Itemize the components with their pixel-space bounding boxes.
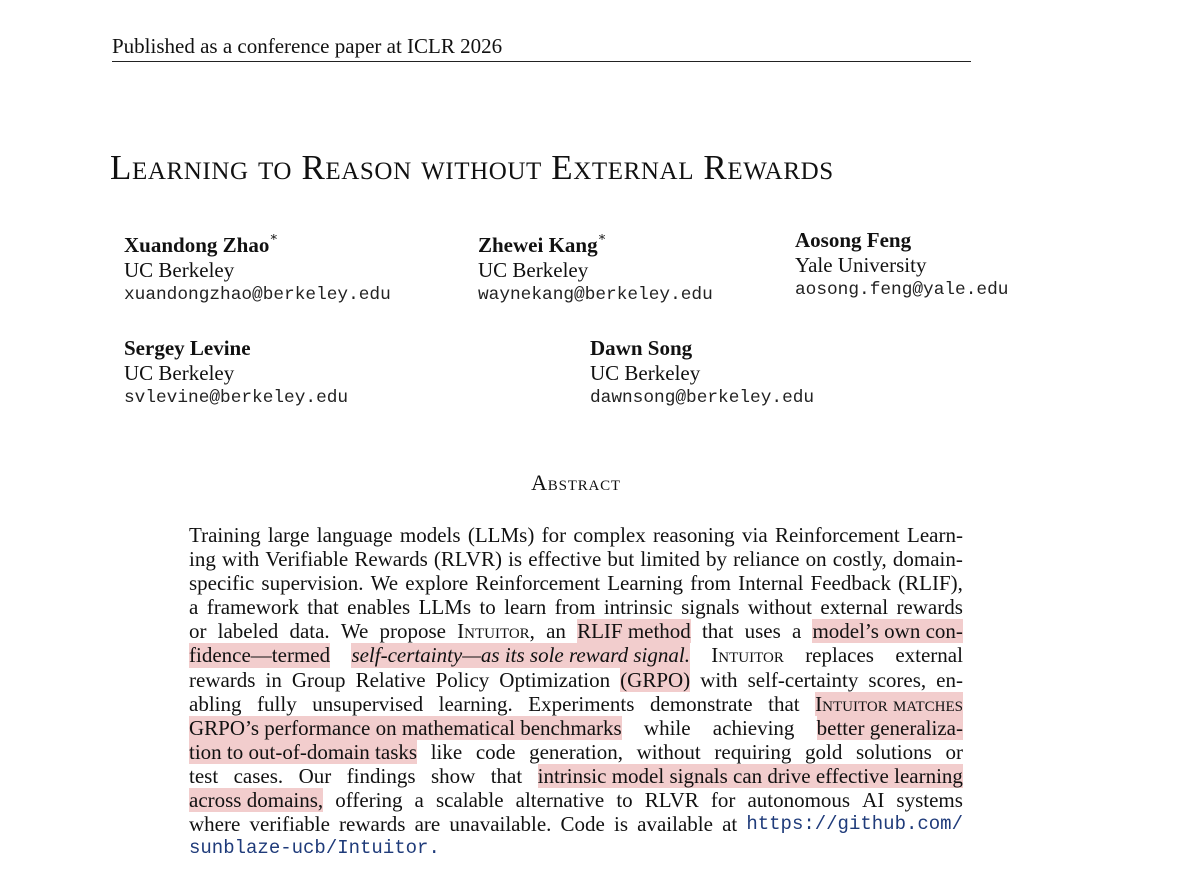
abstract-word: in — [265, 667, 282, 692]
abstract-word: rewards — [189, 667, 256, 692]
equal-contribution-mark: ∗ — [269, 229, 279, 244]
highlight: self-certainty—as its sole reward signal. — [351, 643, 690, 668]
highlight: fidence—termed — [189, 643, 331, 668]
abstract-word: Internal — [738, 571, 804, 596]
abstract-word: AI — [862, 788, 885, 813]
abstract-word: supervision. — [261, 571, 364, 596]
abstract-word: unavailable. — [449, 812, 552, 837]
abstract-word: achieving — [712, 715, 795, 740]
abstract-word: are — [414, 812, 441, 837]
abstract-word: replaces — [805, 643, 874, 668]
highlight: model’s own con- — [812, 619, 963, 644]
abstract-word: limited — [640, 547, 700, 572]
abstract-line — [189, 643, 963, 667]
abstract-word: self-certainty — [747, 667, 859, 692]
abstract-word: that — [768, 691, 800, 716]
abstract-word: scores, — [868, 667, 927, 692]
abstract-word: Reinforcement — [475, 571, 601, 596]
abstract-word: Group — [291, 667, 346, 692]
abstract-word: (RLVR) — [433, 547, 502, 572]
abstract-word: on — [805, 547, 827, 572]
abstract-word: rewards — [339, 812, 406, 837]
abstract-word: scalable — [435, 788, 504, 813]
abstract-word: that — [701, 619, 734, 644]
abstract-line — [189, 619, 963, 643]
author-email[interactable]: aosong.feng@yale.edu — [795, 280, 1009, 300]
abstract-line — [189, 716, 963, 740]
abstract-word: framework — [206, 595, 299, 620]
abstract-word: by — [705, 547, 727, 572]
abstract-word: Our — [298, 763, 332, 788]
author-block — [124, 335, 348, 411]
abstract-word: Training — [189, 523, 261, 547]
abstract-word: requiring — [714, 739, 792, 764]
abstract-word: Relative — [355, 667, 426, 692]
abstract-word: fully — [257, 691, 297, 716]
abstract-line — [189, 836, 963, 860]
abstract-word: Verifiable — [265, 547, 349, 572]
highlight: intrinsic model signals can drive effective learning — [537, 763, 963, 788]
abstract-word: where — [189, 812, 241, 837]
abstract-word: propose — [379, 619, 446, 644]
abstract-word: Code — [560, 812, 605, 837]
author-affiliation: UC Berkeley — [124, 258, 235, 282]
abstract-word: Experiments — [528, 691, 635, 716]
header-rule — [112, 61, 971, 62]
running-header: Published as a conference paper at ICLR 2026 — [112, 34, 503, 58]
abstract-word: explore — [405, 571, 469, 596]
abstract-word: models — [399, 523, 461, 547]
highlight: RLIF method — [577, 619, 691, 644]
abstract-line — [189, 547, 963, 571]
abstract-word: gold — [805, 739, 843, 764]
abstract-word: like — [430, 739, 463, 764]
author-affiliation: UC Berkeley — [590, 361, 701, 385]
abstract-word: available — [637, 812, 713, 837]
abstract-word: Learn- — [907, 523, 963, 547]
abstract-body — [189, 523, 963, 860]
abstract-word: code — [475, 739, 516, 764]
author-email[interactable]: waynekang@berkeley.edu — [478, 285, 713, 305]
paper-title: Learning to Reason without External Rewards — [110, 148, 834, 187]
abstract-word: show — [430, 763, 476, 788]
abstract-word: RLVR — [644, 788, 699, 813]
abstract-word: a — [189, 595, 199, 620]
code-link[interactable]: https://github.com/ — [746, 813, 963, 836]
abstract-word: complex — [573, 523, 646, 547]
method-name: Intuitor, — [457, 619, 535, 644]
abstract-line — [189, 764, 963, 788]
abstract-word: a — [791, 619, 802, 644]
highlight: better generaliza- — [816, 715, 963, 740]
highlight: across domains, — [189, 788, 324, 813]
abstract-word: reasoning — [653, 523, 735, 547]
abstract-word: Policy — [435, 667, 490, 692]
abstract-word: systems — [896, 788, 963, 813]
code-link[interactable]: sunblaze-ucb/Intuitor. — [189, 837, 440, 860]
abstract-word: external — [820, 595, 889, 620]
author-block — [124, 227, 391, 308]
abstract-word: unsupervised — [312, 691, 424, 716]
abstract-word: ing — [189, 547, 216, 572]
author-name: Xuandong Zhao∗ — [124, 229, 279, 257]
abstract-word: Optimization — [499, 667, 611, 692]
abstract-word: without — [636, 739, 701, 764]
abstract-word: language — [316, 523, 393, 547]
abstract-word: verifiable — [249, 812, 330, 837]
abstract-word: offering — [335, 788, 403, 813]
author-affiliation: Yale University — [795, 253, 927, 277]
abstract-word: to — [479, 595, 496, 620]
abstract-word: (RLIF), — [898, 571, 963, 596]
abstract-line — [189, 668, 963, 692]
abstract-word: costly, — [832, 547, 887, 572]
abstract-word: uses — [744, 619, 781, 644]
abstract-word: test — [189, 763, 219, 788]
abstract-word: data. — [289, 619, 330, 644]
abstract-word: Learning — [607, 571, 684, 596]
abstract-word: effective — [528, 547, 602, 572]
author-name: Sergey Levine — [124, 336, 251, 360]
author-email[interactable]: xuandongzhao@berkeley.edu — [124, 285, 391, 305]
author-block — [590, 335, 814, 411]
abstract-word: domain- — [892, 547, 963, 572]
abstract-word: Rewards — [354, 547, 428, 572]
abstract-word: external — [895, 643, 963, 668]
abstract-word: Feedback — [810, 571, 891, 596]
author-block — [478, 227, 713, 308]
abstract-word: cases. — [233, 763, 284, 788]
author-name: Dawn Song — [590, 336, 693, 360]
author-affiliation: UC Berkeley — [124, 361, 235, 385]
abstract-line — [189, 571, 963, 595]
abstract-word: but — [607, 547, 635, 572]
abstract-word: without — [747, 595, 812, 620]
abstract-word: that — [307, 595, 339, 620]
abstract-word: at — [722, 812, 738, 837]
abstract-word: alternative — [515, 788, 605, 813]
abstract-word: solutions — [855, 739, 932, 764]
abstract-word: from — [690, 571, 731, 596]
abstract-word: (LLMs) — [467, 523, 535, 547]
highlight: Intuitor matches — [815, 691, 963, 716]
abstract-word: for — [710, 788, 736, 813]
abstract-word: Reinforcement — [774, 523, 900, 547]
author-block — [795, 227, 1008, 303]
abstract-word: specific — [189, 571, 255, 596]
abstract-word: generation, — [529, 739, 623, 764]
abstract-line — [189, 523, 963, 547]
abstract-word: is — [614, 812, 629, 837]
abstract-word: We — [370, 571, 399, 596]
abstract-word: that — [490, 763, 523, 788]
abstract-word: is — [508, 547, 523, 572]
abstract-line — [189, 692, 963, 716]
abstract-word: autonomous — [747, 788, 851, 813]
abstract-line — [189, 740, 963, 764]
abstract-word: with — [700, 667, 738, 692]
abstract-word: We — [340, 619, 369, 644]
abstract-word: large — [267, 523, 310, 547]
author-name: Zhewei Kang∗ — [478, 229, 607, 257]
abstract-word: or — [945, 739, 963, 764]
abstract-word: while — [643, 715, 691, 740]
abstract-word: learning. — [438, 691, 513, 716]
abstract-word: labeled — [217, 619, 279, 644]
abstract-word: or — [189, 619, 207, 644]
abstract-word: to — [616, 788, 633, 813]
method-name: Intuitor — [711, 643, 784, 668]
abstract-word: en- — [936, 667, 963, 692]
author-email[interactable]: svlevine@berkeley.edu — [124, 388, 349, 408]
abstract-line — [189, 595, 963, 619]
abstract-word: LLMs — [418, 595, 472, 620]
abstract-word: findings — [346, 763, 416, 788]
author-affiliation: UC Berkeley — [478, 258, 589, 282]
abstract-word: an — [546, 619, 566, 644]
abstract-line — [189, 788, 963, 812]
highlight: GRPO’s performance on mathematical benchmarks — [189, 715, 622, 740]
equal-contribution-mark: ∗ — [597, 229, 607, 244]
abstract-word: reliance — [733, 547, 800, 572]
abstract-word: for — [541, 523, 567, 547]
highlight: tion to out-of-domain tasks — [189, 739, 418, 764]
abstract-word: signals — [681, 595, 740, 620]
abstract-word: from — [554, 595, 596, 620]
abstract-word: enables — [347, 595, 411, 620]
author-name: Aosong Feng — [795, 228, 912, 252]
abstract-word: rewards — [896, 595, 963, 620]
abstract-word: demonstrate — [649, 691, 753, 716]
abstract-word: with — [221, 547, 260, 572]
abstract-line — [189, 812, 963, 836]
abstract-word: learn — [504, 595, 547, 620]
abstract-word: via — [741, 523, 768, 547]
abstract-word: a — [414, 788, 424, 813]
author-email[interactable]: dawnsong@berkeley.edu — [590, 388, 815, 408]
abstract-word: abling — [189, 691, 242, 716]
abstract-word: intrinsic — [603, 595, 673, 620]
abstract-heading: Abstract — [531, 470, 621, 495]
highlight: (GRPO) — [620, 667, 691, 692]
